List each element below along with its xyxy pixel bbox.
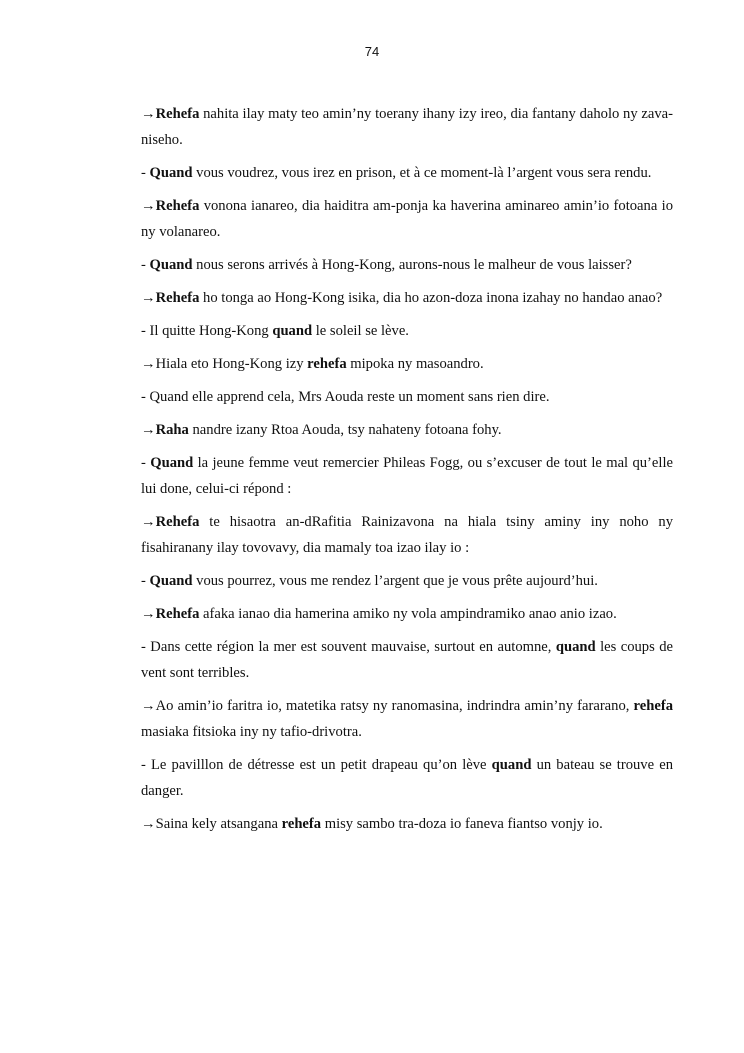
- text-run: -: [141, 165, 150, 181]
- keyword: rehefa: [307, 356, 347, 372]
- paragraph: [141, 568, 673, 594]
- text-run: - Dans cette région la mer est souvent mauvaise, surtout en automne,: [141, 639, 556, 655]
- keyword: Rehefa: [155, 290, 200, 306]
- text-run: →: [141, 514, 156, 530]
- text-run: nahita ilay maty teo amin’ny toerany ihany izy ireo, dia fantany daholo ny zava-niseho.: [141, 106, 673, 148]
- text-run: -: [141, 257, 150, 273]
- paragraph: [141, 193, 673, 245]
- keyword: quand: [272, 323, 313, 339]
- paragraph: [141, 509, 673, 561]
- keyword: Quand: [150, 455, 194, 471]
- text-run: →: [141, 606, 156, 622]
- text-run: misy sambo tra-doza io faneva fiantso vonjy io.: [321, 816, 603, 832]
- paragraph: [141, 101, 673, 153]
- keyword: quand: [491, 757, 532, 773]
- text-run: -: [141, 573, 150, 589]
- keyword: rehefa: [281, 816, 322, 832]
- body-text: [141, 101, 673, 844]
- text-run: →: [141, 198, 156, 214]
- text-run: →Hiala eto Hong-Kong izy: [141, 356, 308, 372]
- text-run: les coups de vent sont terribles.: [141, 639, 674, 681]
- text-run: le soleil se lève.: [312, 323, 409, 339]
- text-run: →: [141, 422, 156, 438]
- text-run: →Saina kely atsangana: [141, 816, 282, 832]
- paragraph: [141, 351, 673, 377]
- paragraph: [141, 318, 673, 344]
- keyword: rehefa: [633, 698, 673, 714]
- paragraph: [141, 160, 673, 186]
- paragraph: [141, 634, 673, 686]
- text-run: -: [141, 455, 151, 471]
- keyword: quand: [555, 639, 596, 655]
- text-run: vous voudrez, vous irez en prison, et à ce moment-là l’argent vous sera rendu.: [192, 165, 652, 181]
- keyword: Quand: [149, 573, 193, 589]
- text-run: →: [141, 290, 156, 306]
- paragraph: [141, 450, 673, 502]
- paragraph: [141, 384, 673, 410]
- text-run: masiaka fitsioka iny ny tafio-drivotra.: [141, 724, 362, 740]
- text-run: ho tonga ao Hong-Kong isika, dia ho azon-doza inona izahay no handao anao?: [199, 290, 663, 306]
- keyword: Quand: [149, 165, 193, 181]
- text-run: un bateau se trouve en danger.: [141, 757, 673, 799]
- keyword: Quand: [149, 257, 193, 273]
- paragraph: [141, 285, 673, 311]
- text-run: - Quand elle apprend cela, Mrs Aouda reste un moment sans rien dire.: [141, 389, 550, 405]
- paragraph: [141, 752, 673, 804]
- paragraph: [141, 601, 673, 627]
- text-run: te hisaotra an-dRafitia Rainizavona na hiala tsiny aminy iny noho ny fisahiranany ilay tovovavy, dia mamaly toa izao ilay io :: [141, 514, 673, 556]
- text-run: - Le pavilllon de détresse est un petit drapeau qu’on lève: [141, 757, 492, 773]
- text-run: →: [141, 106, 156, 122]
- text-run: vonona ianareo, dia haiditra am-ponja ka haverina aminareo amin’io fotoana io ny volanareo.: [141, 198, 673, 240]
- paragraph: [141, 693, 673, 745]
- page-number: 74: [364, 44, 380, 59]
- paragraph: [141, 252, 673, 278]
- text-run: →Ao amin’io faritra io, matetika ratsy ny ranomasina, indrindra amin’ny fararano,: [141, 698, 634, 714]
- paragraph: [141, 811, 673, 837]
- keyword: Rehefa: [155, 198, 200, 214]
- text-run: mipoka ny masoandro.: [346, 356, 484, 372]
- text-run: afaka ianao dia hamerina amiko ny vola ampindramiko anao anio izao.: [199, 606, 617, 622]
- text-run: nous serons arrivés à Hong-Kong, aurons-nous le malheur de vous laisser?: [192, 257, 632, 273]
- keyword: Rehefa: [155, 106, 200, 122]
- keyword: Raha: [155, 422, 189, 438]
- keyword: Rehefa: [155, 606, 200, 622]
- text-run: la jeune femme veut remercier Phileas Fogg, ou s’excuser de tout le mal qu’elle lui done, celui-ci répond :: [141, 455, 673, 497]
- text-run: nandre izany Rtoa Aouda, tsy nahateny fotoana fohy.: [188, 422, 502, 438]
- text-run: vous pourrez, vous me rendez l’argent que je vous prête aujourd’hui.: [192, 573, 598, 589]
- text-run: - Il quitte Hong-Kong: [141, 323, 273, 339]
- paragraph: [141, 417, 673, 443]
- keyword: Rehefa: [155, 514, 200, 530]
